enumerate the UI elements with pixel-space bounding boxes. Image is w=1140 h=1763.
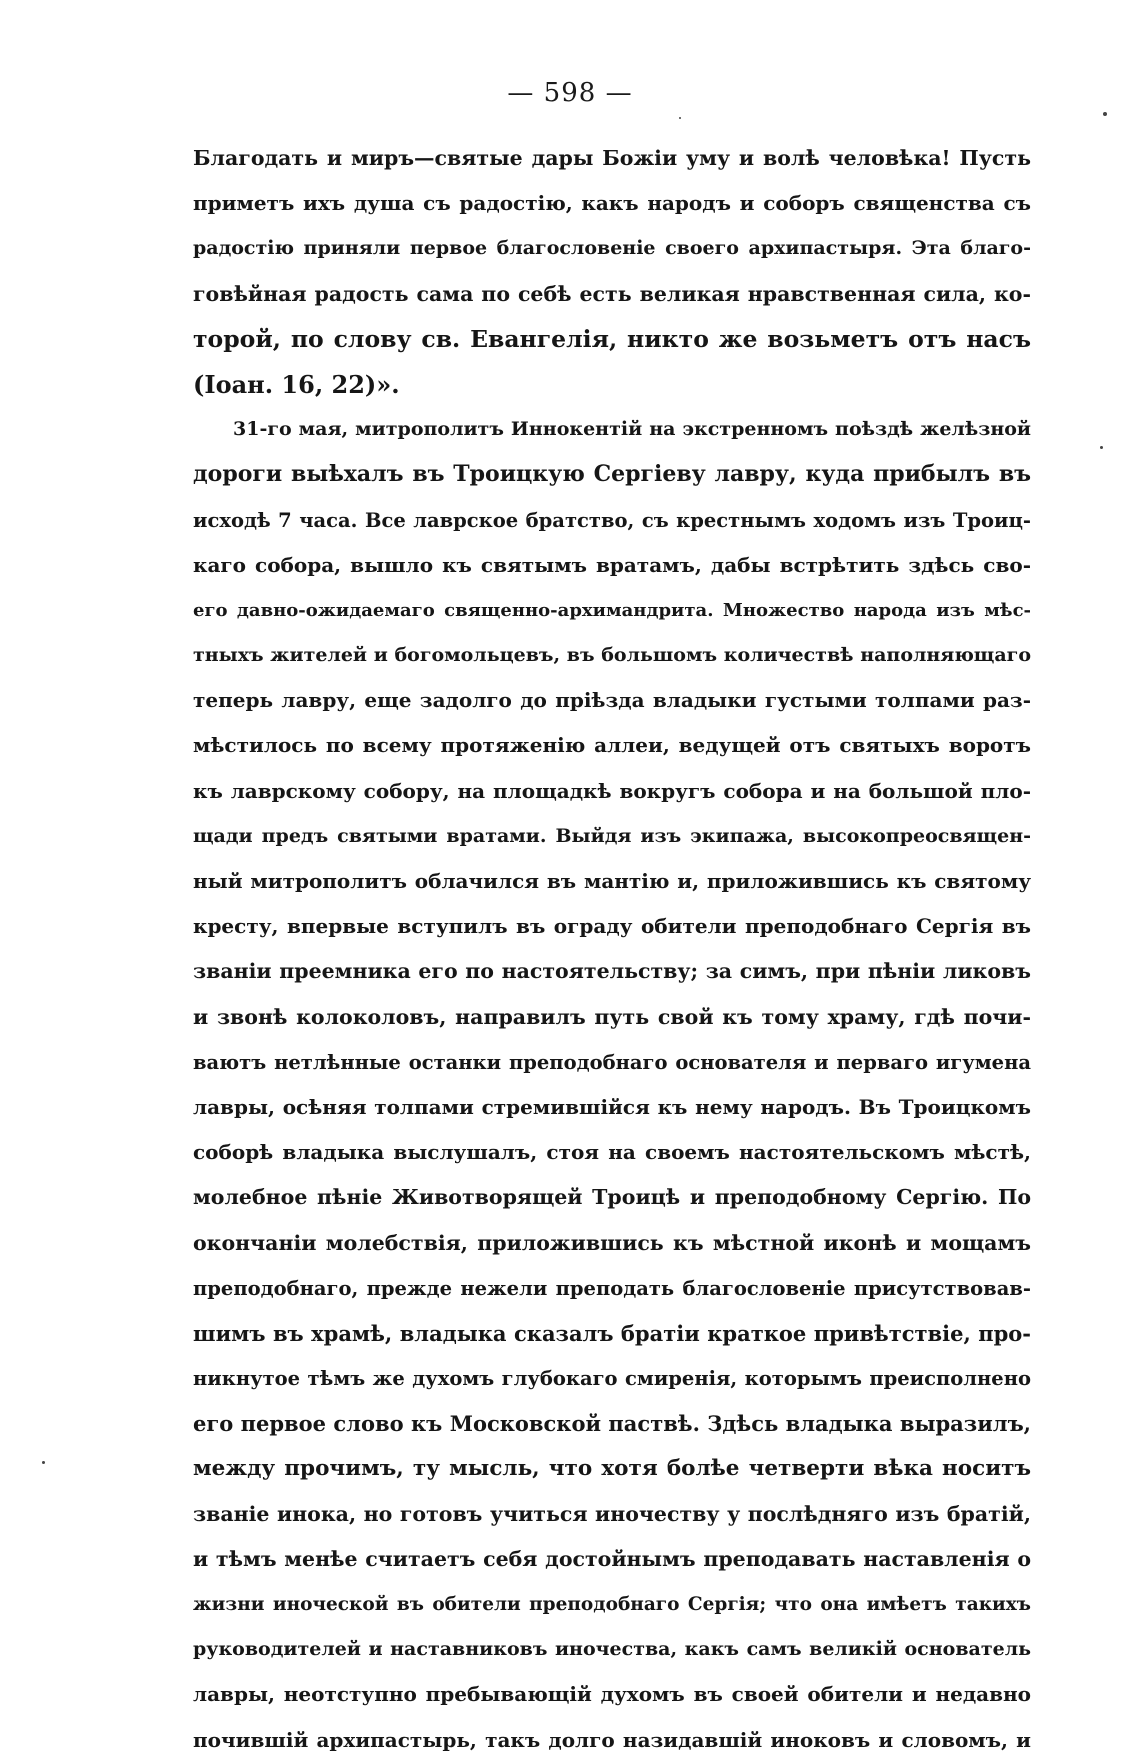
text-line: никнутое тѣмъ же духомъ глубокаго смиренія, которымъ преисполнено (193, 1367, 1031, 1391)
text-line: теперь лавру, еще задолго до пріѣзда владыки густыми толпами раз- (193, 688, 1031, 713)
text-line: радостію приняли первое благословеніе своего архипастыря. Эта благо- (193, 237, 1031, 260)
text-line: исходѣ 7 часа. Все лаврское братство, съ крестнымъ ходомъ изъ Троиц- (193, 508, 1031, 532)
text-line: почившій архипастырь, такъ долго назидавшій иноковъ и словомъ, и (193, 1727, 1031, 1752)
text-line: званіи преемника его по настоятельству; за симъ, при пѣніи ликовъ (193, 959, 1031, 984)
text-line: кресту, впервые вступилъ въ ограду обители преподобнаго Сергія въ (193, 914, 1031, 939)
scan-speck (42, 1461, 45, 1464)
text-line: торой, по слову св. Евангелія, никто же возьметъ отъ насъ (193, 324, 1031, 353)
text-line: между прочимъ, ту мысль, что хотя болѣе четверти вѣка носитъ (193, 1456, 1031, 1482)
body-text (193, 136, 1031, 1763)
text-line: Благодать и миръ—святые дары Божіи уму и волѣ человѣка! Пусть (193, 146, 1031, 170)
text-line: соборѣ владыка выслушалъ, стоя на своемъ настоятельскомъ мѣстѣ, (193, 1140, 1031, 1165)
text-line: и звонѣ колоколовъ, направилъ путь свой къ тому храму, гдѣ почи- (193, 1004, 1031, 1029)
text-line: щади предъ святыми вратами. Выйдя изъ экипажа, высокопреосвящен- (193, 824, 1031, 847)
text-line: дороги выѣхалъ въ Троицкую Сергіеву лавру, куда прибылъ въ (193, 461, 1031, 488)
scan-speck (1100, 446, 1103, 449)
text-line: его первое слово къ Московской паствѣ. Здѣсь владыка выразилъ, (193, 1411, 1031, 1437)
text-line: званіе инока, но готовъ учиться иночеству у послѣдняго изъ братій, (193, 1501, 1031, 1526)
text-line: окончаніи молебствія, приложившись къ мѣстной иконѣ и мощамъ (193, 1230, 1031, 1255)
text-line: каго собора, вышло къ святымъ вратамъ, дабы встрѣтить здѣсь сво- (193, 552, 1031, 577)
scan-speck (679, 117, 681, 119)
paragraph-first-line: 31-го мая, митрополитъ Иннокентій на экстренномъ поѣздѣ желѣзной (233, 418, 1031, 441)
text-line: мѣстилось по всему протяженію аллеи, ведущей отъ святыхъ воротъ (193, 733, 1031, 758)
text-line: его давно-ожидаемаго священно-архимандрита. Множество народа изъ мѣс- (193, 599, 1031, 621)
page-number: — 598 — (507, 78, 633, 108)
text-line: и тѣмъ менѣе считаетъ себя достойнымъ преподавать наставленія о (193, 1546, 1031, 1571)
text-line: говѣйная радость сама по себѣ есть великая нравственная сила, ко- (193, 281, 1031, 306)
text-line: руководителей и наставниковъ иночества, какъ самъ великій основатель (193, 1638, 1031, 1661)
text-line: къ лаврскому собору, на площадкѣ вокругъ собора и на большой пло- (193, 778, 1031, 803)
scan-speck (1103, 112, 1107, 116)
text-line: преподобнаго, прежде нежели преподать благословеніе присутствовав- (193, 1276, 1031, 1300)
text-line: ный митрополитъ облачился въ мантію и, приложившись къ святому (193, 869, 1031, 893)
text-line: молебное пѣніе Животворящей Троицѣ и преподобному Сергію. По (193, 1185, 1031, 1210)
text-line: (Іоан. 16, 22)». (193, 369, 400, 399)
text-line: приметъ ихъ душа съ радостію, какъ народъ и соборъ священства съ (193, 191, 1031, 216)
text-line: лавры, неотступно пребывающій духомъ въ своей обители и недавно (193, 1682, 1031, 1707)
text-line: тныхъ жителей и богомольцевъ, въ большомъ количествѣ наполняющаго (193, 644, 1031, 667)
text-line: ваютъ нетлѣнные останки преподобнаго основателя и перваго игумена (193, 1050, 1031, 1074)
text-line: лавры, осѣняя толпами стремившійся къ нему народъ. Въ Троицкомъ (193, 1094, 1031, 1119)
text-line: шимъ въ храмѣ, владыка сказалъ братіи краткое привѣтствіе, про- (193, 1320, 1031, 1346)
text-line: жизни иноческой въ обители преподобнаго Сергія; что она имѣетъ такихъ (193, 1594, 1031, 1615)
